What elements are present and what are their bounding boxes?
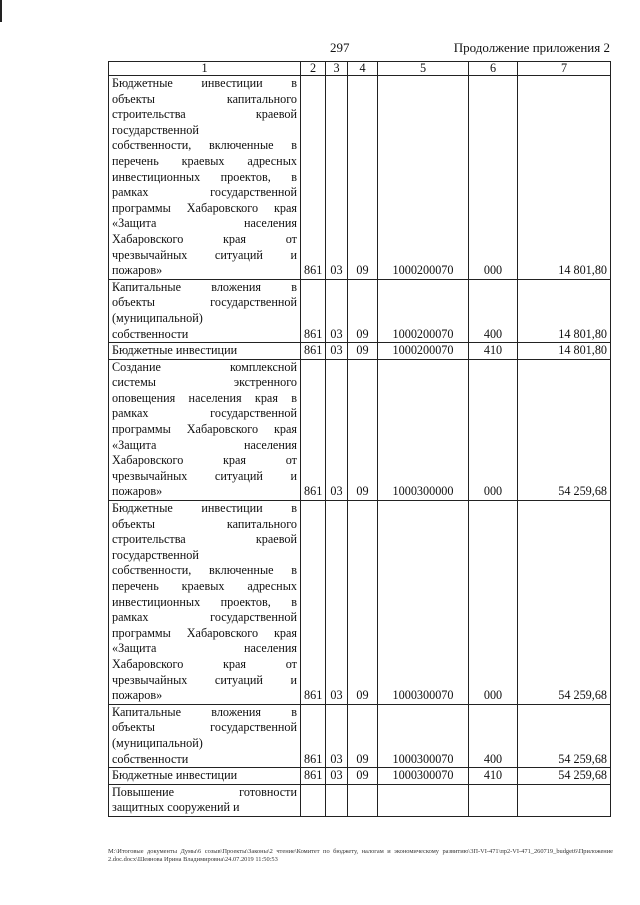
amount-cell: 54 259,68 — [518, 501, 611, 705]
row-name-line: объекты капитального — [112, 516, 297, 531]
row-name-line: Повышение готовности — [112, 784, 297, 799]
continuation-label: Продолжение приложения 2 — [453, 40, 610, 55]
table-row — [109, 501, 611, 705]
table-header-row — [109, 62, 611, 76]
amount-cell — [518, 784, 611, 816]
table-row — [109, 343, 611, 360]
row-name-line: инвестиционных проектов, в — [112, 594, 297, 609]
subsection-code-cell: 09 — [348, 343, 378, 360]
subsection-code-cell: 09 — [348, 768, 378, 785]
amount-cell: 14 801,80 — [518, 76, 611, 280]
table-body — [109, 76, 611, 817]
expense-type-cell: 400 — [469, 279, 518, 342]
row-name-line: Бюджетные инвестиции — [112, 768, 238, 783]
amount-cell: 14 801,80 — [518, 343, 611, 360]
row-name-line: Хабаровского края от — [112, 231, 297, 246]
row-name-line: государственной — [112, 122, 199, 137]
row-name-line: программы Хабаровского края — [112, 625, 297, 640]
amount-cell: 14 801,80 — [518, 279, 611, 342]
row-name-line: государственной — [112, 547, 199, 562]
row-name-line: пожаров» — [112, 263, 163, 278]
row-name-cell — [109, 279, 301, 342]
row-name-line: системы экстренного — [112, 375, 297, 390]
table-row — [109, 704, 611, 767]
row-name-line: объекты капитального — [112, 91, 297, 106]
ministry-code-cell: 861 — [301, 768, 326, 785]
row-name-line: собственности — [112, 751, 189, 766]
target-article-cell: 1000300000 — [378, 359, 469, 500]
row-name-line: «Защита населения — [112, 641, 297, 656]
row-name-line: Бюджетные инвестиции в — [112, 76, 297, 90]
row-name-line: перечень краевых адресных — [112, 153, 297, 168]
row-name-cell — [109, 359, 301, 500]
row-name-line: «Защита населения — [112, 437, 297, 452]
expense-type-cell: 000 — [469, 501, 518, 705]
row-name-line: (муниципальной) — [112, 735, 203, 750]
column-header: 3 — [326, 62, 348, 76]
target-article-cell: 1000200070 — [378, 343, 469, 360]
ministry-code-cell: 861 — [301, 359, 326, 500]
row-name-line: (муниципальной) — [112, 310, 203, 325]
row-name-line: объекты государственной — [112, 720, 297, 735]
ministry-code-cell: 861 — [301, 501, 326, 705]
row-name-line: перечень краевых адресных — [112, 579, 297, 593]
expense-type-cell — [469, 784, 518, 816]
table-row — [109, 359, 611, 500]
amount-cell: 54 259,68 — [518, 768, 611, 785]
ministry-code-cell: 861 — [301, 704, 326, 767]
row-name-line: чрезвычайных ситуаций и — [112, 247, 297, 262]
table-row — [109, 76, 611, 280]
section-code-cell: 03 — [326, 279, 348, 342]
file-path-footer: M:\Итоговые документы Думы\6 созыв\Проекты\Законы\2 чтение\Комитет по бюджету, налогам и экономическому развитию\3П-VI-471\пр2-VI-471_260719_budget6\Приложение 2.doc.docx\Шеянова Ирина Владимировна\24.07.2019 11:50:53 — [108, 848, 613, 863]
amount-cell: 54 259,68 — [518, 704, 611, 767]
row-name-line: программы Хабаровского края — [112, 422, 297, 437]
column-header: 5 — [378, 62, 469, 76]
section-code-cell: 03 — [326, 343, 348, 360]
row-name-line: строительства краевой — [112, 532, 297, 547]
row-name-line: Хабаровского края от — [112, 656, 297, 671]
row-name-line: собственности, включенные в — [112, 138, 297, 153]
row-name-line: пожаров» — [112, 688, 163, 703]
expense-type-cell: 410 — [469, 343, 518, 360]
row-name-line: чрезвычайных ситуаций и — [112, 672, 297, 687]
row-name-line: Хабаровского края от — [112, 453, 297, 468]
row-name-cell — [109, 784, 301, 816]
section-code-cell: 03 — [326, 768, 348, 785]
target-article-cell: 1000200070 — [378, 76, 469, 280]
subsection-code-cell: 09 — [348, 704, 378, 767]
row-name-line: собственности — [112, 326, 189, 341]
section-code-cell: 03 — [326, 76, 348, 280]
row-name-cell — [109, 704, 301, 767]
column-header: 1 — [109, 62, 301, 76]
row-name-line: Капитальные вложения в — [112, 279, 297, 294]
target-article-cell: 1000200070 — [378, 279, 469, 342]
subsection-code-cell — [348, 784, 378, 816]
page-number: 297 — [330, 40, 350, 55]
target-article-cell: 1000300070 — [378, 501, 469, 705]
row-name-line: рамках государственной — [112, 610, 297, 625]
ministry-code-cell: 861 — [301, 279, 326, 342]
subsection-code-cell: 09 — [348, 279, 378, 342]
row-name-cell — [109, 501, 301, 705]
row-name-line: Бюджетные инвестиции — [112, 343, 238, 358]
amount-cell: 54 259,68 — [518, 359, 611, 500]
expense-type-cell: 000 — [469, 359, 518, 500]
subsection-code-cell: 09 — [348, 359, 378, 500]
row-name-line: рамках государственной — [112, 406, 297, 421]
table-row — [109, 768, 611, 785]
row-name-line: объекты государственной — [112, 295, 297, 310]
row-name-cell — [109, 768, 301, 785]
section-code-cell — [326, 784, 348, 816]
column-header: 4 — [348, 62, 378, 76]
column-header: 6 — [469, 62, 518, 76]
target-article-cell: 1000300070 — [378, 768, 469, 785]
row-name-line: «Защита населения — [112, 216, 297, 231]
row-name-line: программы Хабаровского края — [112, 200, 297, 215]
row-name-line: собственности, включенные в — [112, 563, 297, 578]
expense-type-cell: 400 — [469, 704, 518, 767]
target-article-cell — [378, 784, 469, 816]
scan-edge-mark — [0, 0, 2, 22]
expense-type-cell: 410 — [469, 768, 518, 785]
ministry-code-cell — [301, 784, 326, 816]
column-header: 7 — [518, 62, 611, 76]
target-article-cell: 1000300070 — [378, 704, 469, 767]
row-name-line: чрезвычайных ситуаций и — [112, 468, 297, 483]
column-header: 2 — [301, 62, 326, 76]
row-name-line: Капитальные вложения в — [112, 704, 297, 719]
subsection-code-cell: 09 — [348, 501, 378, 705]
row-name-cell — [109, 343, 301, 360]
expense-type-cell: 000 — [469, 76, 518, 280]
row-name-line: Бюджетные инвестиции в — [112, 501, 297, 516]
table-row — [109, 784, 611, 816]
budget-table — [108, 61, 611, 817]
row-name-line: инвестиционных проектов, в — [112, 169, 297, 184]
row-name-cell — [109, 76, 301, 280]
ministry-code-cell: 861 — [301, 343, 326, 360]
section-code-cell: 03 — [326, 359, 348, 500]
row-name-line: рамках государственной — [112, 185, 297, 200]
section-code-cell: 03 — [326, 501, 348, 705]
row-name-line: Создание комплексной — [112, 359, 297, 374]
subsection-code-cell: 09 — [348, 76, 378, 280]
table-row — [109, 279, 611, 342]
row-name-line: пожаров» — [112, 484, 163, 499]
row-name-line: оповещения населения края в — [112, 390, 297, 405]
section-code-cell: 03 — [326, 704, 348, 767]
ministry-code-cell: 861 — [301, 76, 326, 280]
row-name-line: строительства краевой — [112, 107, 297, 122]
row-name-line: защитных сооружений и — [112, 800, 240, 815]
